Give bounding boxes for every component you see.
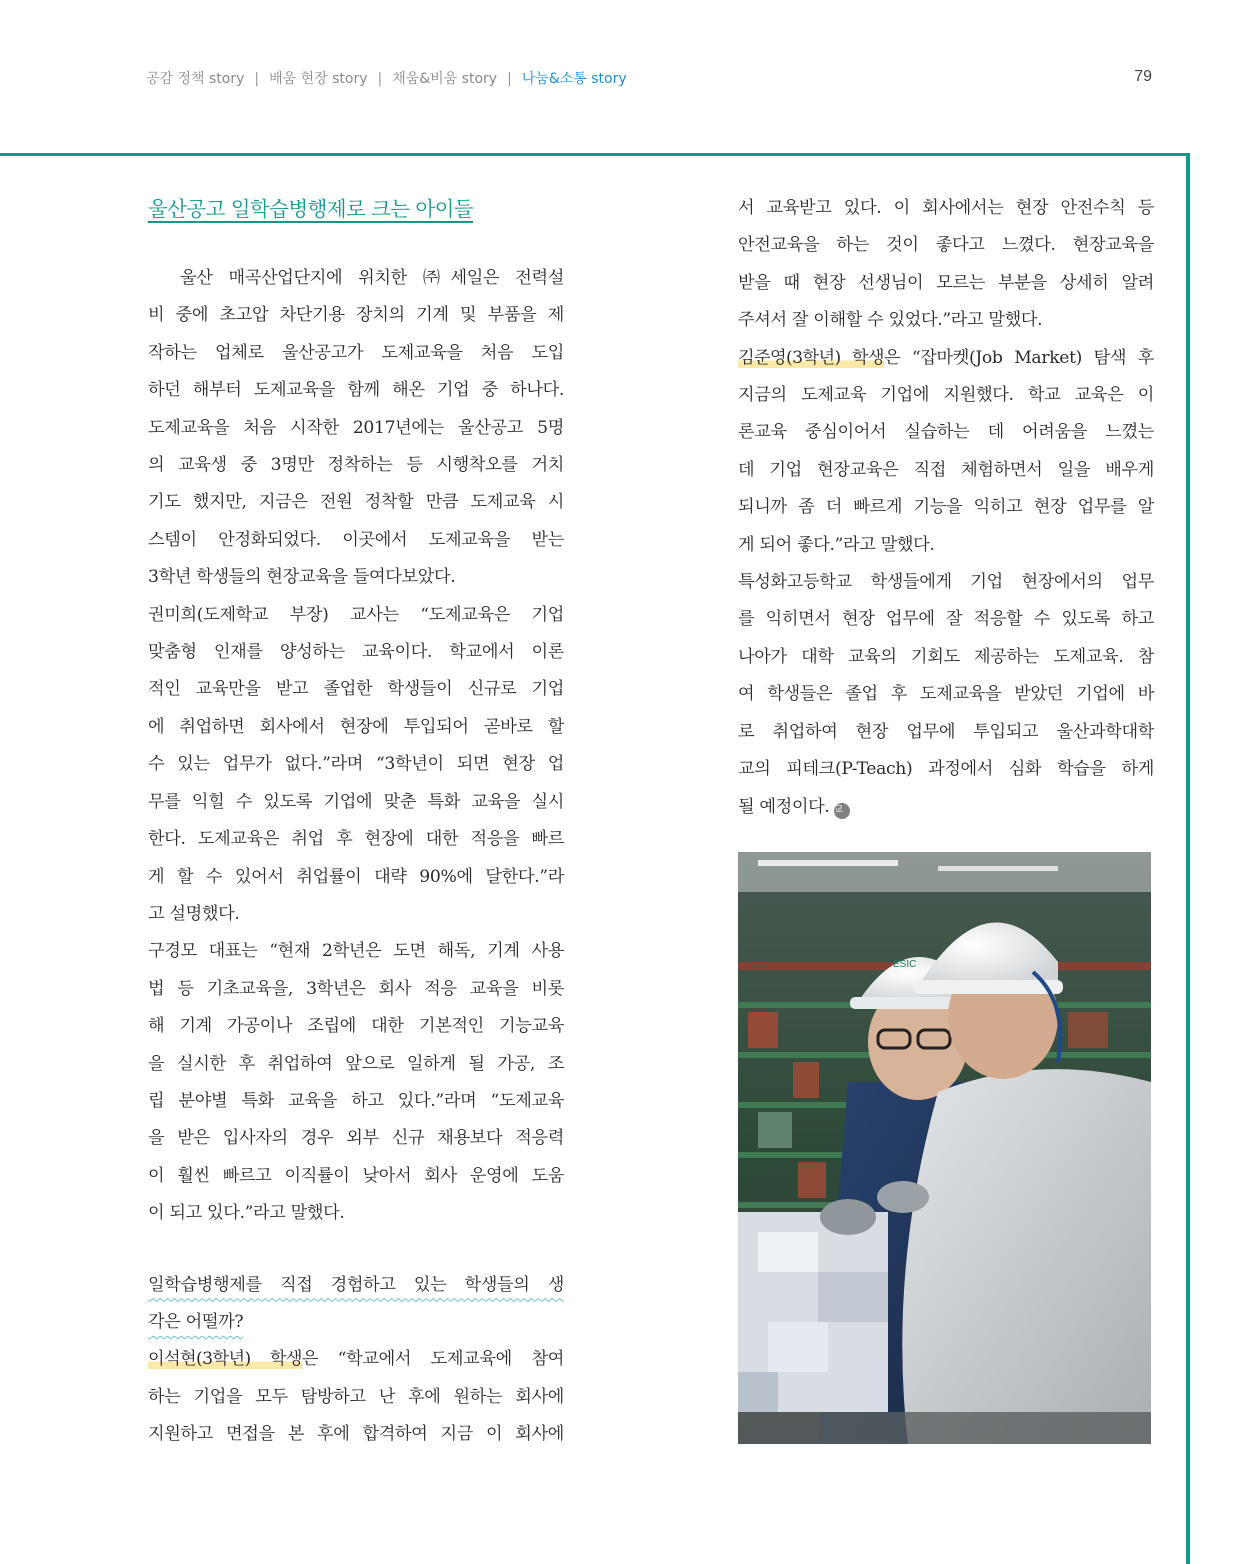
factory-photo	[738, 852, 1151, 1444]
nav-separator: |	[507, 71, 512, 87]
body-line: 안전교육을 하는 것이 좋다고 느꼈다. 현장교육을	[738, 235, 1154, 256]
body-line: 비 중에 초고압 차단기용 장치의 기계 및 부품을 제	[148, 305, 564, 326]
body-text: 은 “잡마켓(Job Market) 탐색 후	[883, 347, 1154, 368]
frame-right-rule	[1186, 153, 1190, 1564]
body-line: 수 있는 업무가 없다.”라며 “3학년이 되면 현장 업	[148, 754, 564, 775]
body-line: 게 되어 좋다.”라고 말했다.	[738, 534, 935, 555]
student-name-highlight: 김준영(3학년) 학생	[738, 347, 884, 368]
body-line: 한다. 도제교육은 취업 후 현장에 대한 적응을 빠르	[148, 829, 564, 850]
article-title: 울산공고 일학습병행제로 크는 아이들	[148, 197, 473, 221]
body-line: 지원하고 면접을 본 후에 합격하여 지금 이 회사에	[148, 1424, 564, 1445]
section-nav	[146, 68, 627, 88]
body-line: 특성화고등학교 학생들에게 기업 현장에서의 업무	[738, 572, 1154, 593]
body-line: 권미희(도제학교 부장) 교사는 “도제교육은 기업	[148, 604, 564, 625]
body-line	[738, 340, 1154, 377]
blurred-document-icon	[738, 1212, 888, 1412]
body-line: 작하는 업체로 울산공고가 도제교육을 처음 도입	[148, 342, 564, 363]
body-line: 3학년 학생들의 현장교육을 들여다보았다.	[148, 567, 456, 588]
body-line	[148, 1341, 564, 1378]
nav-item-policy-story[interactable]: 공감 정책 story	[146, 71, 245, 87]
body-line: 교의 피테크(P-Teach) 과정에서 심화 학습을 하게	[738, 759, 1154, 780]
body-line	[738, 789, 1154, 826]
right-column	[738, 190, 1154, 826]
body-line: 받을 때 현장 선생님이 모르는 부분을 상세히 알려	[738, 272, 1154, 293]
body-line: 에 취업하면 회사에서 현장에 투입되어 곧바로 할	[148, 716, 564, 737]
body-line: 스템이 안정화되었다. 이곳에서 도제교육을 받는	[148, 529, 564, 550]
body-line: 론교육 중심이어서 실습하는 데 어려움을 느꼈는	[738, 422, 1154, 443]
body-line: 의 교육생 중 3명만 정착하는 등 시행착오를 거치	[148, 455, 564, 476]
body-line: 해 기계 가공이나 조립에 대한 기본적인 기능교육	[148, 1016, 564, 1037]
body-line: 주셔서 잘 이해할 수 있었다.”라고 말했다.	[738, 310, 1043, 331]
body-line: 구경모 대표는 “현재 2학년은 도면 해독, 기계 사용	[148, 941, 564, 962]
body-line: 지금의 도제교육 기업에 지원했다. 학교 교육은 이	[738, 385, 1154, 406]
frame-top-rule	[0, 153, 1190, 156]
body-text: 될 예정이다.	[738, 796, 830, 817]
nav-item-sharing-story[interactable]: 나눔&소통 story	[521, 71, 627, 87]
body-line: 를 익히면서 현장 업무에 잘 적응할 수 있도록 하고	[738, 609, 1154, 630]
end-mark-icon: 교	[834, 803, 850, 819]
nav-item-learning-story[interactable]: 배움 현장 story	[269, 71, 368, 87]
left-column	[148, 260, 564, 1454]
body-line: 이 훨씬 빠르고 이직률이 낮아서 회사 운영에 도움	[148, 1165, 564, 1186]
body-line: 적인 교육만을 받고 졸업한 학생들이 신규로 기업	[148, 679, 564, 700]
body-line: 기도 했지만, 지금은 전원 정착할 만큼 도제교육 시	[148, 492, 564, 513]
body-line: 울산 매곡산업단지에 위치한 ㈜세일은 전력설	[180, 268, 564, 288]
helmet-logo-text: ESIC	[893, 959, 917, 970]
body-line: 고 설명했다.	[148, 903, 240, 924]
body-line: 하던 해부터 도제교육을 함께 해온 기업 중 하나다.	[148, 380, 564, 401]
body-text: 은 “학교에서 도제교육에 참여	[301, 1349, 564, 1370]
subheading-line: 각은 어떨까?	[148, 1311, 244, 1332]
body-line: 데 기업 현장교육은 직접 체험하면서 일을 배우게	[738, 459, 1154, 480]
nav-item-fill-empty-story[interactable]: 채움&비움 story	[392, 71, 498, 87]
glove-icon	[820, 1199, 876, 1235]
body-line: 되니까 좀 더 빠르게 기능을 익히고 현장 업무를 알	[738, 497, 1154, 518]
body-line: 법 등 기초교육을, 3학년은 회사 적응 교육을 비롯	[148, 978, 564, 999]
body-line: 립 분야별 특화 교육을 하고 있다.”라며 “도제교육	[148, 1090, 564, 1111]
factory-photo-illustration	[738, 852, 1151, 1444]
nav-separator: |	[377, 71, 383, 87]
nav-separator: |	[254, 71, 260, 87]
body-line: 서 교육받고 있다. 이 회사에서는 현장 안전수칙 등	[738, 198, 1154, 218]
body-line: 하는 기업을 모두 탐방하고 난 후에 원하는 회사에	[148, 1386, 564, 1407]
body-line: 무를 익힐 수 있도록 기업에 맞춘 특화 교육을 실시	[148, 791, 564, 812]
body-line: 게 할 수 있어서 취업률이 대략 90%에 달한다.”라	[148, 866, 564, 887]
body-line: 나아가 대학 교육의 기회도 제공하는 도제교육. 참	[738, 646, 1154, 667]
body-line: 맞춤형 인재를 양성하는 교육이다. 학교에서 이론	[148, 642, 564, 663]
student-name-highlight: 이석현(3학년) 학생	[148, 1349, 302, 1370]
body-line: 로 취업하여 현장 업무에 투입되고 울산과학대학	[738, 721, 1154, 742]
body-line: 이 되고 있다.”라고 말했다.	[148, 1203, 345, 1224]
glove-icon	[877, 1181, 929, 1213]
body-line: 도제교육을 처음 시작한 2017년에는 울산공고 5명	[148, 417, 564, 438]
body-line: 을 실시한 후 취업하여 앞으로 일하게 될 가공, 조	[148, 1053, 564, 1074]
body-line: 여 학생들은 졸업 후 도제교육을 받았던 기업에 바	[738, 684, 1154, 705]
page-number: 79	[1134, 68, 1152, 85]
subheading-line: 일학습병행제를 직접 경험하고 있는 학생들의 생	[148, 1274, 564, 1295]
body-line: 을 받은 입사자의 경우 외부 신규 채용보다 적응력	[148, 1128, 564, 1149]
